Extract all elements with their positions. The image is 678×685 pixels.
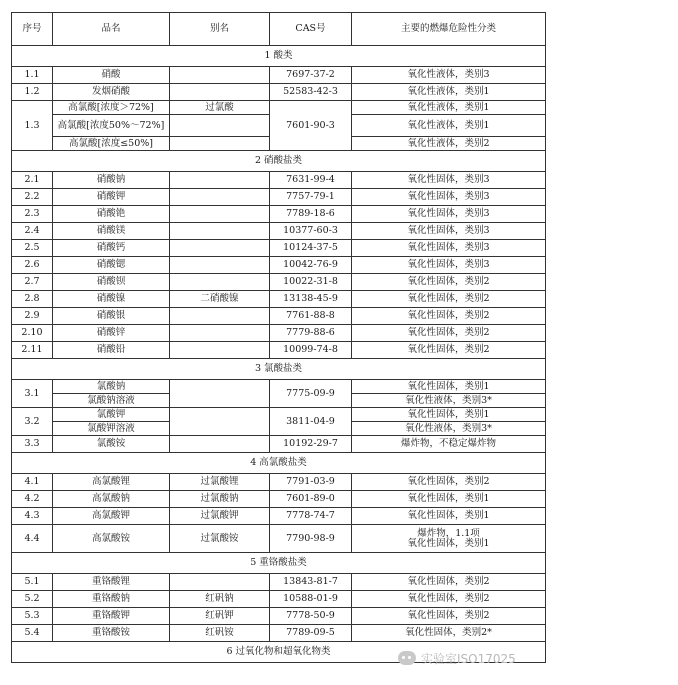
wechat-icon <box>398 651 416 665</box>
hazard-class: 氧化性液体，类别2 <box>352 137 546 151</box>
chemical-name: 重铬酸钠 <box>53 591 170 608</box>
cas-number: 13843-81-7 <box>270 574 352 591</box>
section-title: 6 过氧化物和超氧化物类 <box>12 642 546 663</box>
chemical-alias: 过氯酸钠 <box>170 491 270 508</box>
chemical-alias <box>170 189 270 206</box>
cas-number: 3811-04-9 <box>270 408 352 436</box>
table-row <box>12 608 546 625</box>
table-row <box>12 436 546 453</box>
header-hazard: 主要的燃爆危险性分类 <box>352 13 546 46</box>
chemical-alias <box>170 436 270 453</box>
row-number: 2.10 <box>12 325 53 342</box>
table-row <box>12 84 546 101</box>
table-row <box>12 223 546 240</box>
row-number: 5.2 <box>12 591 53 608</box>
chemical-alias <box>170 257 270 274</box>
cas-number: 10124-37-5 <box>270 240 352 257</box>
table-row <box>12 491 546 508</box>
chemical-name: 硝酸镍 <box>53 291 170 308</box>
section-row <box>12 46 546 67</box>
chemical-alias <box>170 274 270 291</box>
cas-number: 7779-88-6 <box>270 325 352 342</box>
table-row <box>12 189 546 206</box>
hazard-class: 氧化性固体，类别2 <box>352 291 546 308</box>
chemical-alias <box>170 380 270 408</box>
chemical-name: 硝酸锌 <box>53 325 170 342</box>
cas-number: 7761-88-8 <box>270 308 352 325</box>
row-number: 3.1 <box>12 380 53 408</box>
table-row <box>12 101 546 115</box>
chemical-alias <box>170 342 270 359</box>
chemical-alias <box>170 172 270 189</box>
section-title: 1 酸类 <box>12 46 546 67</box>
hazard-class: 氧化性液体，类别3* <box>352 394 546 408</box>
chemical-name: 重铬酸钾 <box>53 608 170 625</box>
cas-number: 13138-45-9 <box>270 291 352 308</box>
section-title: 2 硝酸盐类 <box>12 151 546 172</box>
cas-number: 7601-89-0 <box>270 491 352 508</box>
chemical-name: 硝酸钾 <box>53 189 170 206</box>
row-number: 5.1 <box>12 574 53 591</box>
row-number: 2.8 <box>12 291 53 308</box>
hazard-class: 氧化性固体，类别1 <box>352 491 546 508</box>
table-row <box>12 257 546 274</box>
cas-number: 10099-74-8 <box>270 342 352 359</box>
chemical-name: 硝酸锶 <box>53 257 170 274</box>
chemical-name: 高氯酸钾 <box>53 508 170 525</box>
chemical-name: 硝酸镁 <box>53 223 170 240</box>
chemical-alias: 红矾钠 <box>170 591 270 608</box>
hazard-class: 氧化性固体，类别2 <box>352 574 546 591</box>
chemical-name: 氯酸铵 <box>53 436 170 453</box>
section-row <box>12 359 546 380</box>
table-row <box>12 172 546 189</box>
chemical-alias: 红矾铵 <box>170 625 270 642</box>
table-header-row <box>12 13 546 46</box>
hazard-class: 氧化性固体，类别2 <box>352 608 546 625</box>
chemical-name: 硝酸钡 <box>53 274 170 291</box>
chemical-name: 发烟硝酸 <box>53 84 170 101</box>
chemical-alias <box>170 67 270 84</box>
table-row <box>12 274 546 291</box>
hazard-class: 氧化性固体，类别1 <box>352 380 546 394</box>
row-number: 2.2 <box>12 189 53 206</box>
hazard-class: 氧化性固体，类别3 <box>352 240 546 257</box>
cas-number: 10022-31-8 <box>270 274 352 291</box>
row-number: 2.9 <box>12 308 53 325</box>
cas-number: 7778-74-7 <box>270 508 352 525</box>
cas-number: 10377-60-3 <box>270 223 352 240</box>
document-page <box>11 12 546 663</box>
section-title: 5 重铬酸盐类 <box>12 553 546 574</box>
chemical-name: 高氯酸钠 <box>53 491 170 508</box>
row-number: 4.4 <box>12 525 53 553</box>
chemical-name: 硝酸 <box>53 67 170 84</box>
cas-number: 7789-18-6 <box>270 206 352 223</box>
chemical-name: 高氯酸[浓度≤50%] <box>53 137 170 151</box>
chemical-name: 硝酸铯 <box>53 206 170 223</box>
row-number: 2.5 <box>12 240 53 257</box>
hazard-class: 氧化性液体，类别1 <box>352 115 546 137</box>
watermark-text: 实验室ISO17025 <box>421 651 516 666</box>
chemical-name: 高氯酸[浓度50%～72%] <box>53 115 170 137</box>
chemical-alias <box>170 115 270 137</box>
cas-number: 7778-50-9 <box>270 608 352 625</box>
hazard-class: 氧化性固体，类别2 <box>352 274 546 291</box>
cas-number: 7601-90-3 <box>270 101 352 151</box>
table-row <box>12 308 546 325</box>
chemical-alias <box>170 137 270 151</box>
hazard-class: 氧化性固体，类别3 <box>352 223 546 240</box>
hazard-class: 氧化性液体，类别1 <box>352 101 546 115</box>
table-row <box>12 574 546 591</box>
chemical-name: 硝酸钙 <box>53 240 170 257</box>
chemical-alias <box>170 240 270 257</box>
header-name: 品名 <box>53 13 170 46</box>
table-row <box>12 325 546 342</box>
hazard-class: 氧化性固体，类别1 <box>352 508 546 525</box>
chemical-name: 高氯酸[浓度＞72%] <box>53 101 170 115</box>
chemical-alias <box>170 223 270 240</box>
chemical-alias <box>170 408 270 436</box>
hazard-line: 氧化性固体，类别1 <box>407 537 490 549</box>
row-number: 5.3 <box>12 608 53 625</box>
section-row <box>12 151 546 172</box>
cas-number: 7790-98-9 <box>270 525 352 553</box>
hazard-class: 氧化性固体，类别2 <box>352 308 546 325</box>
row-number: 2.4 <box>12 223 53 240</box>
hazard-class: 氧化性固体，类别3 <box>352 172 546 189</box>
chemical-alias <box>170 206 270 223</box>
chemical-name: 高氯酸铵 <box>53 525 170 553</box>
chemical-alias: 二硝酸镍 <box>170 291 270 308</box>
hazard-class: 氧化性液体，类别1 <box>352 84 546 101</box>
hazard-class: 氧化性液体，类别3* <box>352 422 546 436</box>
cas-number: 7791-03-9 <box>270 474 352 491</box>
hazard-class: 氧化性固体，类别2* <box>352 625 546 642</box>
row-number: 4.3 <box>12 508 53 525</box>
chemical-name: 硝酸银 <box>53 308 170 325</box>
chemical-alias: 过氯酸 <box>170 101 270 115</box>
section-title: 3 氯酸盐类 <box>12 359 546 380</box>
table-row <box>12 508 546 525</box>
table-row <box>12 240 546 257</box>
section-row <box>12 453 546 474</box>
row-number: 4.1 <box>12 474 53 491</box>
section-row <box>12 553 546 574</box>
table-row <box>12 380 546 394</box>
hazard-class: 氧化性固体，类别3 <box>352 206 546 223</box>
cas-number: 7757-79-1 <box>270 189 352 206</box>
header-no: 序号 <box>12 13 53 46</box>
table-row <box>12 408 546 422</box>
table-row <box>12 291 546 308</box>
table-row <box>12 67 546 84</box>
chemical-alias: 过氯酸钾 <box>170 508 270 525</box>
cas-number: 10192-29-7 <box>270 436 352 453</box>
row-number: 4.2 <box>12 491 53 508</box>
hazard-class: 氧化性固体，类别1 <box>352 408 546 422</box>
chemical-alias: 过氯酸铵 <box>170 525 270 553</box>
chemical-name: 氯酸钾 <box>53 408 170 422</box>
hazard-line: 爆炸物，1.1项 <box>417 527 480 539</box>
header-alias: 别名 <box>170 13 270 46</box>
table-row <box>12 474 546 491</box>
row-number: 2.1 <box>12 172 53 189</box>
chemical-name: 硝酸钠 <box>53 172 170 189</box>
table-body <box>12 46 546 663</box>
row-number: 1.2 <box>12 84 53 101</box>
cas-number: 10588-01-9 <box>270 591 352 608</box>
table-row <box>12 591 546 608</box>
row-number: 2.11 <box>12 342 53 359</box>
chemical-alias <box>170 308 270 325</box>
cas-number: 7697-37-2 <box>270 67 352 84</box>
chemical-alias <box>170 325 270 342</box>
hazard-class: 氧化性固体，类别3 <box>352 189 546 206</box>
row-number: 2.6 <box>12 257 53 274</box>
chemical-name: 重铬酸铵 <box>53 625 170 642</box>
cas-number: 10042-76-9 <box>270 257 352 274</box>
hazard-class: 爆炸物，不稳定爆炸物 <box>352 436 546 453</box>
row-number: 1.1 <box>12 67 53 84</box>
chemical-name: 重铬酸锂 <box>53 574 170 591</box>
cas-number: 7631-99-4 <box>270 172 352 189</box>
chemical-name: 氯酸钠 <box>53 380 170 394</box>
row-number: 2.3 <box>12 206 53 223</box>
row-number: 3.2 <box>12 408 53 436</box>
hazard-class: 氧化性固体，类别2 <box>352 474 546 491</box>
hazard-class: 氧化性固体，类别2 <box>352 342 546 359</box>
chemical-name: 氯酸钾溶液 <box>53 422 170 436</box>
chemical-alias: 过氯酸锂 <box>170 474 270 491</box>
table-row <box>12 342 546 359</box>
chemical-name: 高氯酸锂 <box>53 474 170 491</box>
table-row <box>12 206 546 223</box>
cas-number: 7789-09-5 <box>270 625 352 642</box>
watermark <box>398 647 516 669</box>
cas-number: 7775-09-9 <box>270 380 352 408</box>
table-row <box>12 525 546 553</box>
chemical-name: 氯酸钠溶液 <box>53 394 170 408</box>
section-title: 4 高氯酸盐类 <box>12 453 546 474</box>
hazard-class: 氧化性液体，类别3 <box>352 67 546 84</box>
chemical-alias <box>170 574 270 591</box>
hazard-table <box>11 12 546 663</box>
hazard-class: 氧化性固体，类别2 <box>352 591 546 608</box>
row-number: 3.3 <box>12 436 53 453</box>
cas-number: 52583-42-3 <box>270 84 352 101</box>
chemical-name: 硝酸铅 <box>53 342 170 359</box>
row-number: 5.4 <box>12 625 53 642</box>
chemical-alias: 红矾钾 <box>170 608 270 625</box>
table-row <box>12 625 546 642</box>
header-cas: CAS号 <box>270 13 352 46</box>
hazard-class: 氧化性固体，类别3 <box>352 257 546 274</box>
chemical-alias <box>170 84 270 101</box>
hazard-class: 氧化性固体，类别2 <box>352 325 546 342</box>
hazard-class <box>352 525 546 553</box>
row-number: 2.7 <box>12 274 53 291</box>
row-number: 1.3 <box>12 101 53 151</box>
